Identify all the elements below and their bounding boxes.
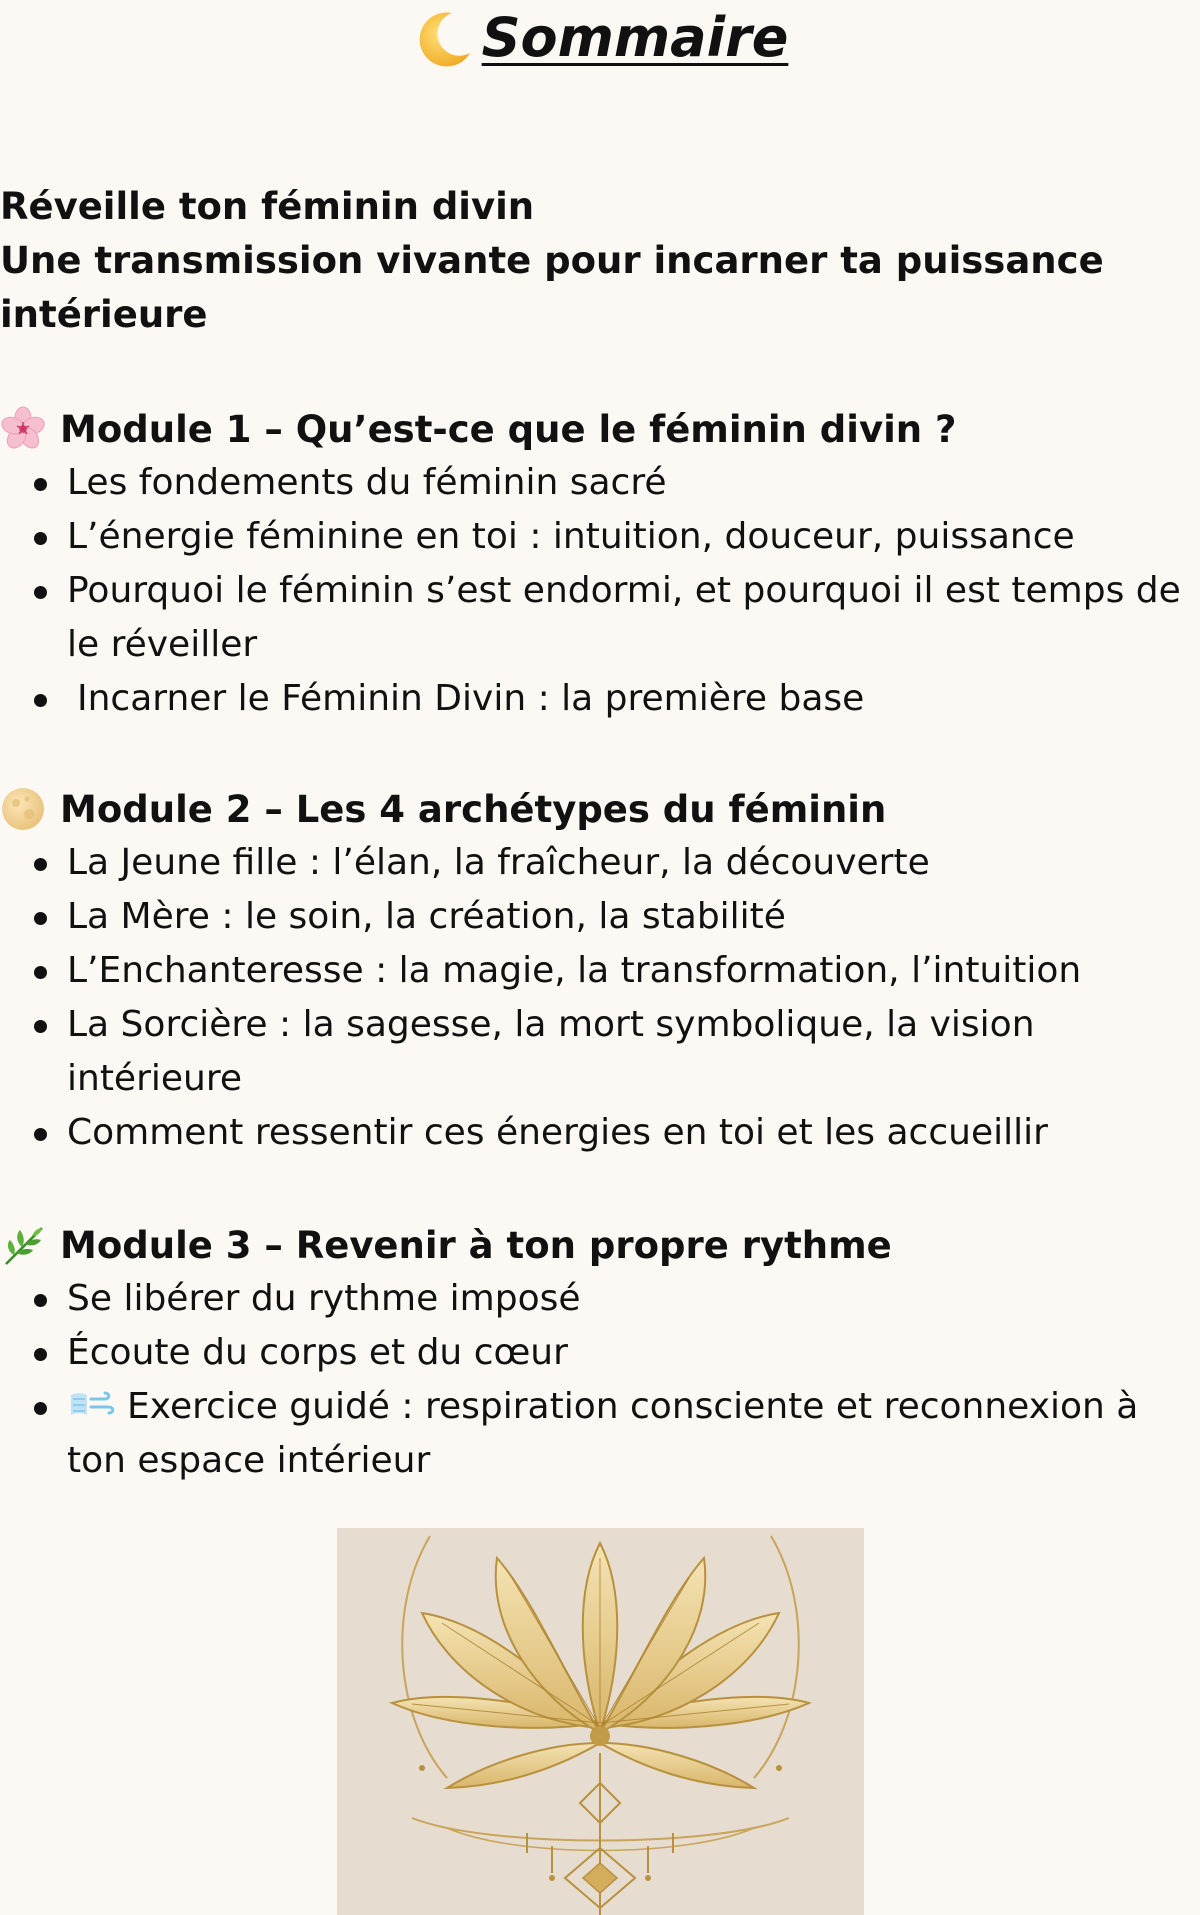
crescent-moon-icon (412, 7, 476, 71)
list-item: Exercice guidé : respiration consciente et reconnexion à ton espace intérieur (0, 1380, 1200, 1488)
module-title: Module 1 – Qu’est-ce que le féminin divin ? (60, 407, 957, 451)
herb-leaf-icon (0, 1222, 46, 1268)
intro-subtitle-line-2: intérieure (0, 293, 208, 336)
module-title: Module 2 – Les 4 archétypes du féminin (60, 787, 887, 831)
module-items (0, 456, 1200, 726)
list-item: Comment ressentir ces énergies en toi et les accueillir (0, 1106, 1200, 1160)
list-item: Se libérer du rythme imposé (0, 1272, 1200, 1326)
full-moon-icon (0, 786, 46, 832)
module-title: Module 3 – Revenir à ton propre rythme (60, 1223, 892, 1267)
module-1 (0, 402, 1200, 726)
intro (0, 180, 1190, 342)
list-item: L’énergie féminine en toi : intuition, douceur, puissance (0, 510, 1200, 564)
module-heading (0, 1218, 1200, 1272)
cherry-blossom-icon (0, 406, 46, 452)
list-item: La Sorcière : la sagesse, la mort symbolique, la vision intérieure (0, 998, 1200, 1106)
lotus-flower-icon (337, 1528, 864, 1915)
module-2 (0, 782, 1200, 1160)
page-title: Sommaire (481, 6, 789, 69)
module-heading (0, 402, 1200, 456)
module-items (0, 836, 1200, 1160)
wind-icon (67, 1389, 115, 1421)
title-row (0, 0, 1200, 75)
intro-heading: Réveille ton féminin divin (0, 185, 535, 228)
list-item: Écoute du corps et du cœur (0, 1326, 1200, 1380)
list-item: Incarner le Féminin Divin : la première base (0, 672, 1200, 726)
lotus-illustration (337, 1528, 864, 1915)
list-item: L’Enchanteresse : la magie, la transformation, l’intuition (0, 944, 1200, 998)
list-item: Pourquoi le féminin s’est endormi, et pourquoi il est temps de le réveiller (0, 564, 1200, 672)
module-heading (0, 782, 1200, 836)
list-item: La Mère : le soin, la création, la stabilité (0, 890, 1200, 944)
list-item: Les fondements du féminin sacré (0, 456, 1200, 510)
module-3 (0, 1218, 1200, 1488)
list-item: La Jeune fille : l’élan, la fraîcheur, la découverte (0, 836, 1200, 890)
module-items (0, 1272, 1200, 1488)
intro-subtitle-line-1: Une transmission vivante pour incarner ta puissance (0, 239, 1104, 282)
